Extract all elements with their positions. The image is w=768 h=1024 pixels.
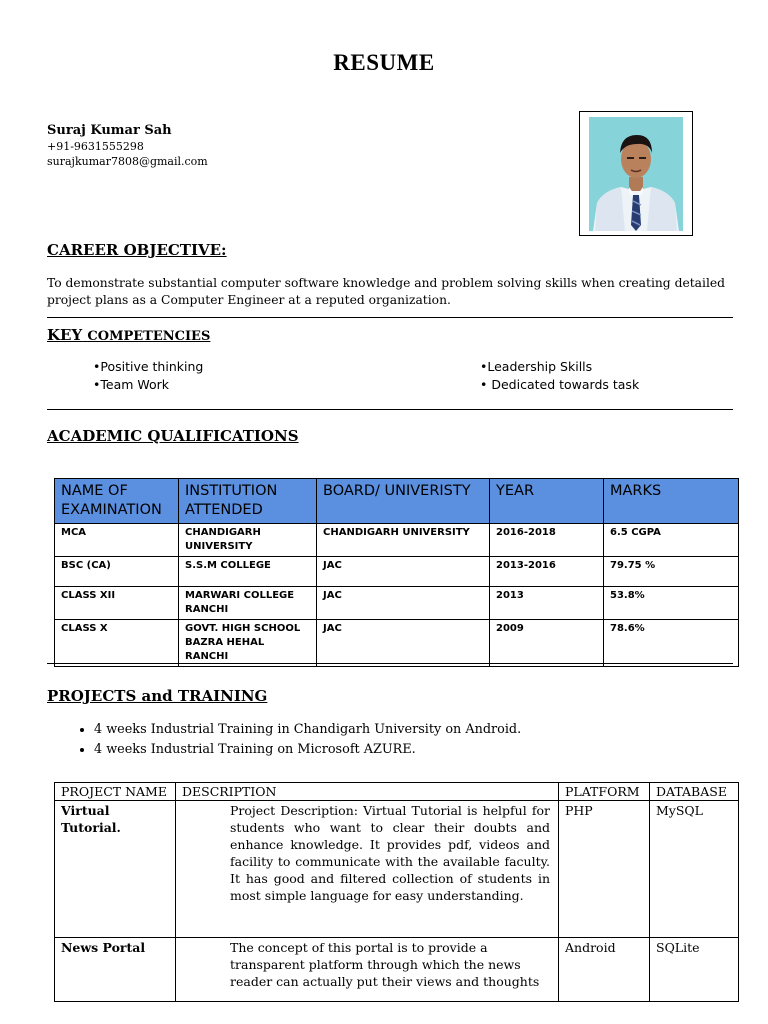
profile-photo-frame	[579, 111, 693, 236]
table-row	[55, 938, 739, 1002]
column-header: YEAR	[490, 479, 604, 524]
project-database: MySQL	[650, 801, 739, 938]
table-cell: MARWARI COLLEGE RANCHI	[179, 587, 317, 620]
table-cell: BSC (CA)	[55, 557, 179, 587]
projects-training-heading: PROJECTS and TRAINING	[47, 687, 268, 705]
section-divider	[47, 317, 733, 318]
person-portrait-icon	[589, 117, 683, 231]
column-header: PLATFORM	[559, 783, 650, 801]
project-platform: PHP	[559, 801, 650, 938]
phone-number: +91-9631555298	[47, 140, 144, 153]
competency-item: •Positive thinking	[93, 359, 204, 374]
table-cell: 6.5 CGPA	[604, 524, 739, 557]
key-competencies-heading	[47, 326, 210, 344]
table-cell: 79.75 %	[604, 557, 739, 587]
competency-item: •Leadership Skills	[480, 359, 593, 374]
key-competencies-heading-key: KEY	[47, 326, 83, 344]
table-row	[55, 524, 739, 557]
table-cell: CHANDIGARH UNIVERSITY	[179, 524, 317, 557]
academic-qualifications-table	[54, 478, 739, 667]
table-cell: MCA	[55, 524, 179, 557]
table-cell: 53.8%	[604, 587, 739, 620]
project-description: The concept of this portal is to provide a transparent platform through which the news reader can actually put their views and thoughts	[176, 938, 559, 1002]
competency-item: • Dedicated towards task	[480, 377, 640, 392]
table-cell: CHANDIGARH UNIVERSITY	[317, 524, 490, 557]
section-divider	[47, 409, 733, 410]
table-cell: CLASS X	[55, 620, 179, 667]
table-cell: CLASS XII	[55, 587, 179, 620]
table-cell: JAC	[317, 620, 490, 667]
column-header: DESCRIPTION	[176, 783, 559, 801]
projects-table	[54, 782, 739, 1002]
column-header: DATABASE	[650, 783, 739, 801]
table-cell: JAC	[317, 557, 490, 587]
project-name: News Portal	[55, 938, 176, 1002]
key-competencies-heading-rest: COMPETENCIES	[87, 329, 211, 344]
table-cell: 2009	[490, 620, 604, 667]
academic-qualifications-heading: ACADEMIC QUALIFICATIONS	[47, 427, 299, 445]
candidate-name: Suraj Kumar Sah	[47, 123, 172, 138]
column-header: PROJECT NAME	[55, 783, 176, 801]
table-cell: 2016-2018	[490, 524, 604, 557]
table-row	[55, 620, 739, 667]
table-cell: 2013	[490, 587, 604, 620]
project-database: SQLite	[650, 938, 739, 1002]
training-list	[62, 720, 744, 760]
table-cell: 2013-2016	[490, 557, 604, 587]
section-divider	[47, 663, 733, 664]
project-name: Virtual Tutorial.	[55, 801, 176, 938]
column-header: BOARD/ UNIVERISTY	[317, 479, 490, 524]
project-platform: Android	[559, 938, 650, 1002]
table-cell: 78.6%	[604, 620, 739, 667]
table-row	[55, 801, 739, 938]
table-row	[55, 557, 739, 587]
list-item: • 4 weeks Industrial Training on Microsoft AZURE.	[94, 740, 744, 760]
column-header: MARKS	[604, 479, 739, 524]
email-address: surajkumar7808@gmail.com	[47, 155, 208, 168]
table-header-row	[55, 479, 739, 524]
column-header: INSTITUTION ATTENDED	[179, 479, 317, 524]
competency-item: •Team Work	[93, 377, 170, 392]
table-row	[55, 587, 739, 620]
table-cell: JAC	[317, 587, 490, 620]
column-header: NAME OF EXAMINATION	[55, 479, 179, 524]
resume-title: RESUME	[333, 50, 435, 75]
table-header-row	[55, 783, 739, 801]
profile-photo	[589, 117, 683, 231]
career-objective-text: To demonstrate substantial computer software knowledge and problem solving skills when creating detailed project plans as a Computer Engineer at a reputed organization.	[47, 276, 726, 307]
table-cell: S.S.M COLLEGE	[179, 557, 317, 587]
list-item: • 4 weeks Industrial Training in Chandigarh University on Android.	[94, 720, 744, 740]
project-description: Project Description: Virtual Tutorial is helpful for students who want to clear their doubts and enhance knowledge. It provides pdf, videos and facility to communicate with the available faculty. It has good and filtered collection of students in most simple language for easy understanding.	[176, 801, 559, 938]
table-cell: GOVT. HIGH SCHOOL BAZRA HEHAL RANCHI	[179, 620, 317, 667]
career-objective-heading: CAREER OBJECTIVE:	[47, 241, 227, 259]
